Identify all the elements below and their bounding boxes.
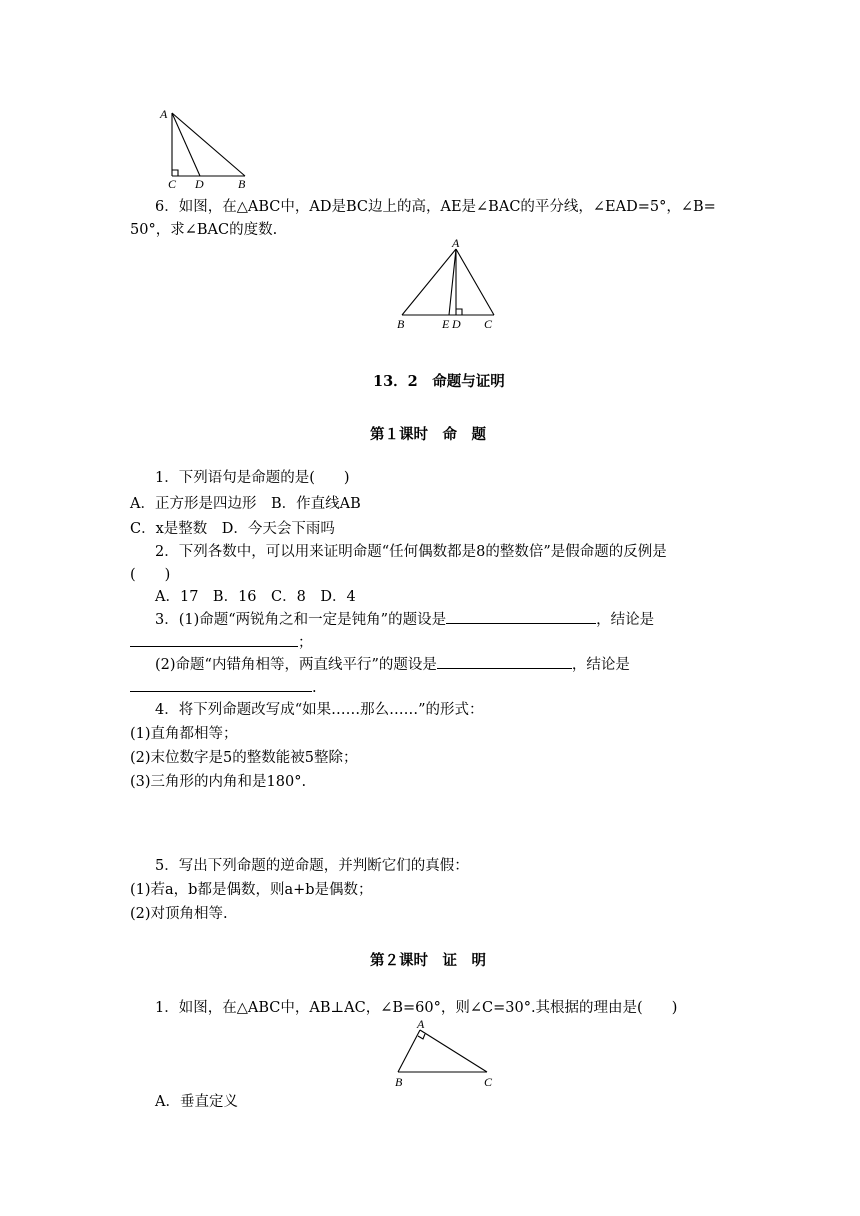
figure-triangle-bedc bbox=[390, 235, 510, 335]
l1-q3-1-end: ； bbox=[298, 635, 313, 651]
l1-q3-1-conclusion-blank[interactable] bbox=[130, 632, 298, 647]
l1-q5-item1: (1)若a，b都是偶数，则a+b是偶数； bbox=[130, 882, 373, 898]
l1-q3-line4 bbox=[130, 677, 317, 698]
figure-triangle-abc bbox=[390, 1015, 505, 1090]
l1-q3-1-premise-blank[interactable] bbox=[446, 609, 596, 624]
l1-q1-options-2: C．x是整数 D．今天会下雨吗 bbox=[130, 521, 335, 537]
fig3-label-a: A bbox=[417, 1017, 425, 1031]
l2-q1: 1．如图，在△ABC中，AB⊥AC，∠B=60°，则∠C=30°.其根据的理由是( ) bbox=[155, 1000, 678, 1016]
fig1-label-a: A bbox=[160, 107, 168, 121]
l1-q4-item2: (2)末位数字是5的整数能被5整除； bbox=[130, 750, 358, 766]
fig3-label-c: C bbox=[484, 1075, 493, 1089]
l1-q3-2-middle: ，结论是 bbox=[571, 657, 630, 673]
l1-q3-1-middle: ，结论是 bbox=[596, 612, 655, 628]
fig2-label-a: A bbox=[452, 236, 460, 250]
l1-q5-item2: (2)对顶角相等. bbox=[130, 906, 228, 922]
fig2-label-d: D bbox=[452, 317, 461, 331]
fig1-label-c: C bbox=[168, 177, 177, 191]
fig2-label-b: B bbox=[397, 317, 405, 331]
fig2-label-c: C bbox=[484, 317, 493, 331]
q6-line2: 50°，求∠BAC的度数. bbox=[130, 222, 278, 238]
l1-q2-line1: 2．下列各数中，可以用来证明命题“任何偶数都是8的整数倍”是假命题的反例是 bbox=[155, 544, 667, 560]
l1-q4-item3: (3)三角形的内角和是180°. bbox=[130, 774, 307, 790]
l1-q3-2-end: . bbox=[312, 680, 317, 696]
lesson2-title: 第２课时 证 明 bbox=[370, 952, 486, 969]
l1-q1: 1．下列语句是命题的是( ) bbox=[155, 470, 350, 486]
section-title: 13．2 命题与证明 bbox=[373, 373, 505, 390]
fig3-label-b: B bbox=[395, 1075, 403, 1089]
l1-q3-2-premise-blank[interactable] bbox=[437, 654, 572, 669]
lesson1-title: 第１课时 命 题 bbox=[370, 426, 486, 443]
figure-triangle-acdb bbox=[150, 100, 260, 195]
l1-q3-line1 bbox=[155, 609, 654, 630]
l1-q4: 4．将下列命题改写成“如果……那么……”的形式： bbox=[155, 702, 484, 718]
l1-q3-line2 bbox=[130, 632, 313, 653]
l1-q2-options: A．17 B．16 C．8 D．4 bbox=[155, 589, 356, 605]
l1-q3-2-conclusion-blank[interactable] bbox=[130, 677, 312, 692]
l1-q5: 5．写出下列命题的逆命题，并判断它们的真假： bbox=[155, 858, 469, 874]
fig1-label-d: D bbox=[195, 177, 204, 191]
l1-q3-2-prefix: (2)命题“内错角相等，两直线平行”的题设是 bbox=[155, 657, 437, 673]
l2-q1-option-a: A．垂直定义 bbox=[155, 1094, 238, 1110]
fig2-label-e: E bbox=[442, 317, 450, 331]
l1-q1-options-1: A．正方形是四边形 B．作直线AB bbox=[130, 496, 361, 512]
l1-q2-line2: ( ) bbox=[130, 567, 171, 583]
l1-q3-line3 bbox=[155, 654, 630, 675]
l1-q4-item1: (1)直角都相等； bbox=[130, 726, 238, 742]
l1-q3-1-prefix: 3．(1)命题“两锐角之和一定是钝角”的题设是 bbox=[155, 612, 447, 628]
fig1-label-b: B bbox=[238, 177, 246, 191]
q6-line1: 6．如图，在△ABC中，AD是BC边上的高，AE是∠BAC的平分线，∠EAD=5°，∠B= bbox=[155, 199, 716, 215]
